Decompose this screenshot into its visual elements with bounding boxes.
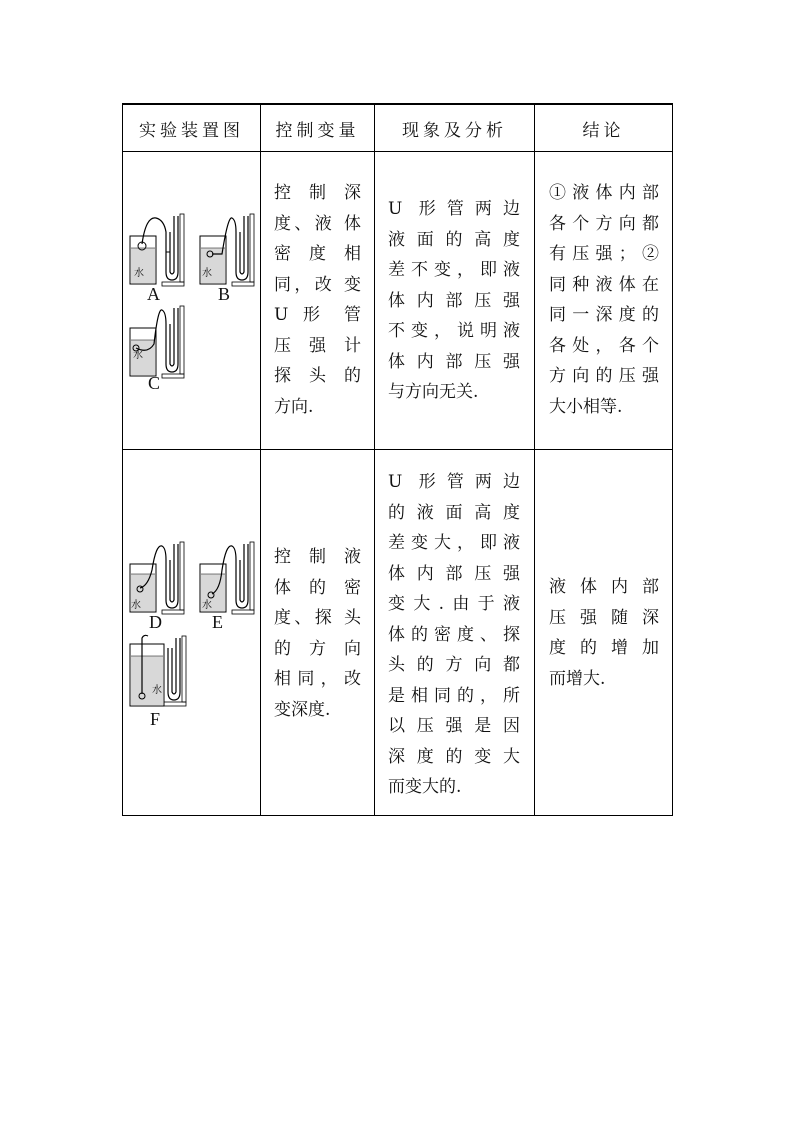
- row1-conclusion-cell: ①液体内部 各个方向都 有压强；② 同种液体在 同一深度的 各处，各个 方向的压强 大小相等.: [549, 183, 659, 417]
- water-label-a: 水: [134, 268, 144, 279]
- table-left-border: [122, 104, 123, 816]
- header-phenomenon-analysis: 现象及分析: [402, 120, 507, 141]
- row-divider: [122, 449, 673, 450]
- header-control-variable: 控制变量: [275, 120, 360, 141]
- header-apparatus: 实验装置图: [139, 120, 244, 141]
- header-conclusion: 结论: [582, 120, 625, 141]
- water-label-d: 水: [131, 600, 141, 611]
- apparatus-figure-c: [128, 304, 188, 379]
- water-label-c: 水: [133, 350, 143, 361]
- figure-label-e: E: [212, 612, 223, 632]
- column-divider-1: [260, 104, 261, 816]
- table-bottom-border: [122, 815, 673, 816]
- figure-label-f: F: [150, 709, 161, 729]
- column-divider-2: [374, 104, 375, 816]
- figure-label-d: D: [149, 612, 162, 632]
- table-right-border: [672, 104, 673, 816]
- row2-analysis-cell: U 形管两边 的液面高度 差变大，即液 体内部压强 变大.由于液 体的密度、探 头的方向都 是相同的，所 以压强是因 深度的变大 而变大的.: [388, 472, 520, 797]
- row2-conclusion-cell: 液体内部 压强随深 度的增加 而增大.: [549, 577, 659, 689]
- row1-analysis-cell: U 形管两边 液面的高度 差不变，即液 体内部压强 不变，说明液 体内部压强 与方向无关.: [388, 199, 520, 402]
- water-label-f: 水: [152, 685, 162, 696]
- water-label-b: 水: [202, 268, 212, 279]
- figure-label-b: B: [218, 284, 231, 304]
- column-divider-3: [534, 104, 535, 816]
- water-label-e: 水: [202, 600, 212, 611]
- row2-control-cell: 控 制 液 体 的 密 度、探 头 的 方 向 相同，改 变深度.: [274, 547, 361, 720]
- apparatus-figure-f: [128, 634, 188, 709]
- figure-label-c: C: [148, 373, 161, 393]
- row1-control-cell: 控 制 深 度、液 体 密 度 相 同，改 变 U 形 管 压 强 计 探 头 的 方向.: [274, 183, 361, 417]
- figure-label-a: A: [147, 284, 160, 304]
